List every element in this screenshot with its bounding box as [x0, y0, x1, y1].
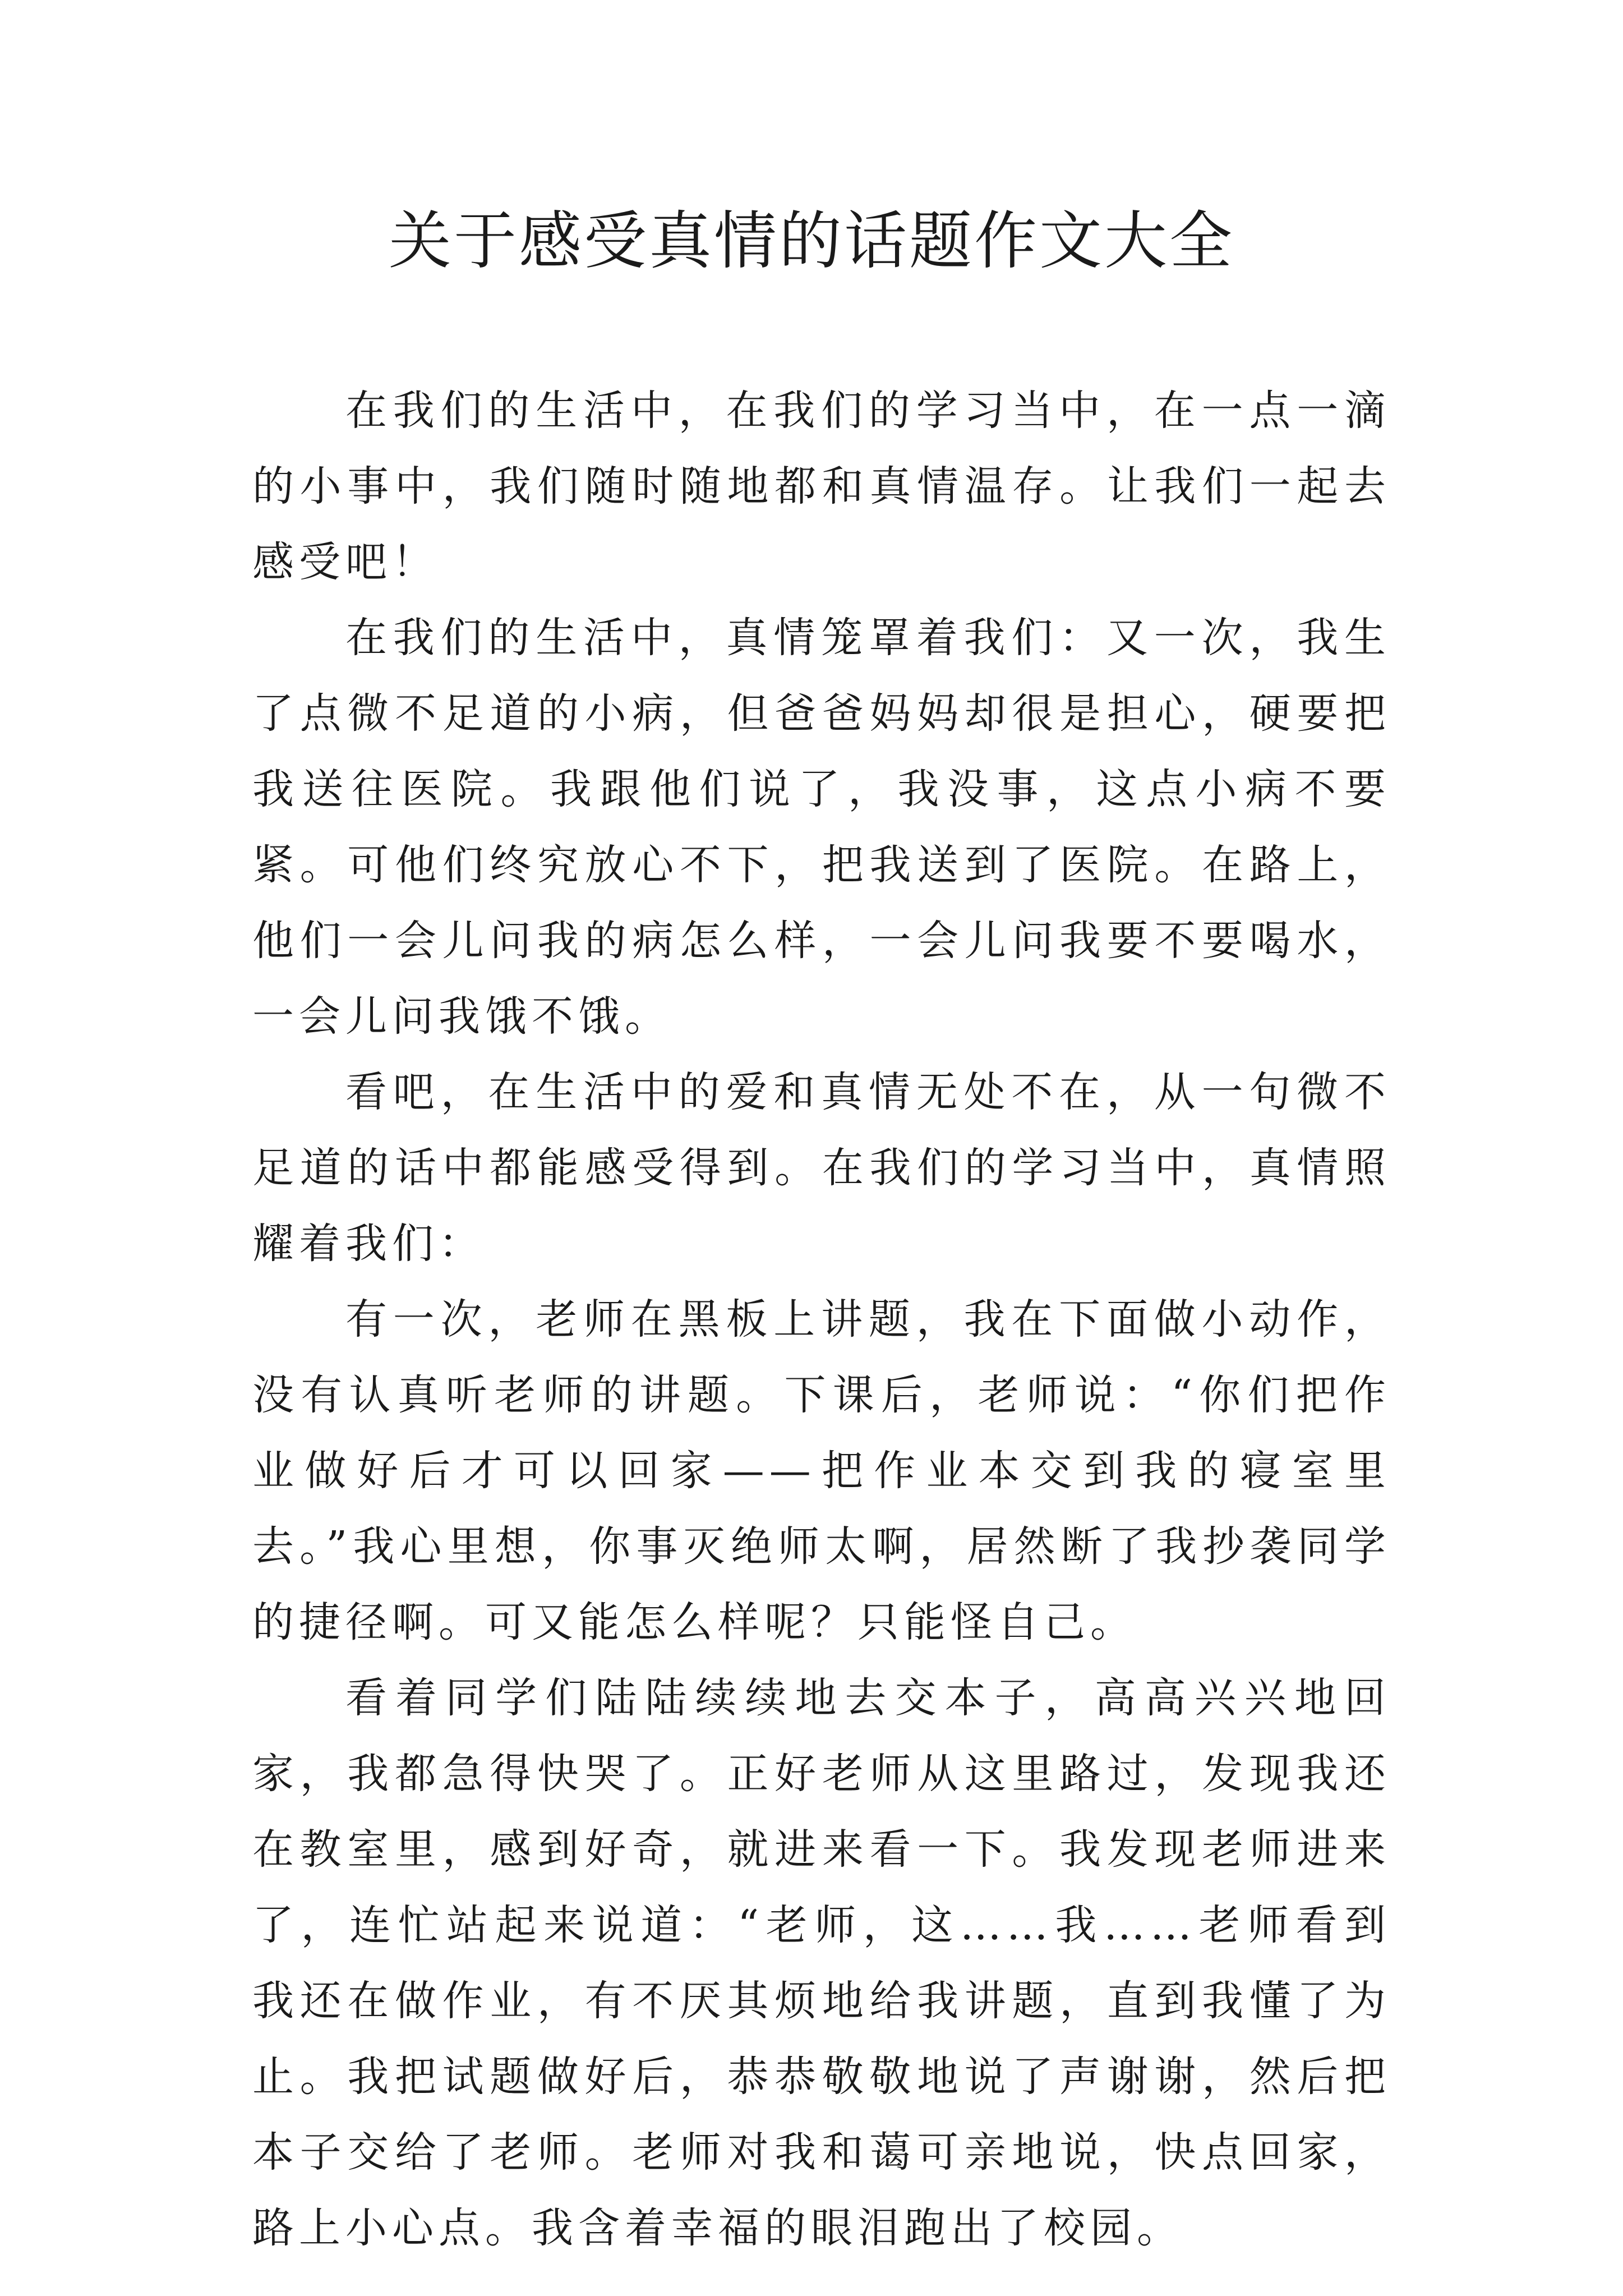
- document-title: 关于感受真情的话题作文大全: [389, 205, 1234, 278]
- paragraph: 在我们的生活中，在我们的学习当中，在一点一滴的小事中，我们随时随地都和真情温存。让我们一起去感受吧！: [252, 386, 1391, 586]
- paragraph: 在我们的生活中，真情笼罩着我们：又一次，我生了点微不足道的小病，但爸爸妈妈却很是担心，硬要把我送往医院。我跟他们说了，我没事，这点小病不要紧。可他们终究放心不下，把我送到了医院。在路上，他们一会儿问我的病怎么样，一会儿问我要不要喝水，一会儿问我饿不饿。: [252, 614, 1391, 1041]
- paragraph: 看吧，在生活中的爱和真情无处不在，从一句微不足道的话中都能感受得到。在我们的学习当中，真情照耀着我们：: [252, 1068, 1391, 1268]
- paragraph: 看着同学们陆陆续续地去交本子，高高兴兴地回家，我都急得快哭了。正好老师从这里路过，发现我还在教室里，感到好奇，就进来看一下。我发现老师进来了，连忙站起来说道：“老师，这……我……老师看到我还在做作业，有不厌其烦地给我讲题，直到我懂了为止。我把试题做好后，恭恭敬敬地说了声谢谢，然后把本子交给了老师。老师对我和蔼可亲地说，快点回家，路上小心点。我含着幸福的眼泪跑出了校园。: [252, 1674, 1391, 2252]
- document-body: [252, 373, 1391, 2266]
- paragraph: 有一次，老师在黑板上讲题，我在下面做小动作，没有认真听老师的讲题。下课后，老师说：“你们把作业做好后才可以回家——把作业本交到我的寝室里去。”我心里想，你事灭绝师太啊，居然断了我抄袭同学的捷径啊。可又能怎么样呢？只能怪自己。: [252, 1295, 1391, 1646]
